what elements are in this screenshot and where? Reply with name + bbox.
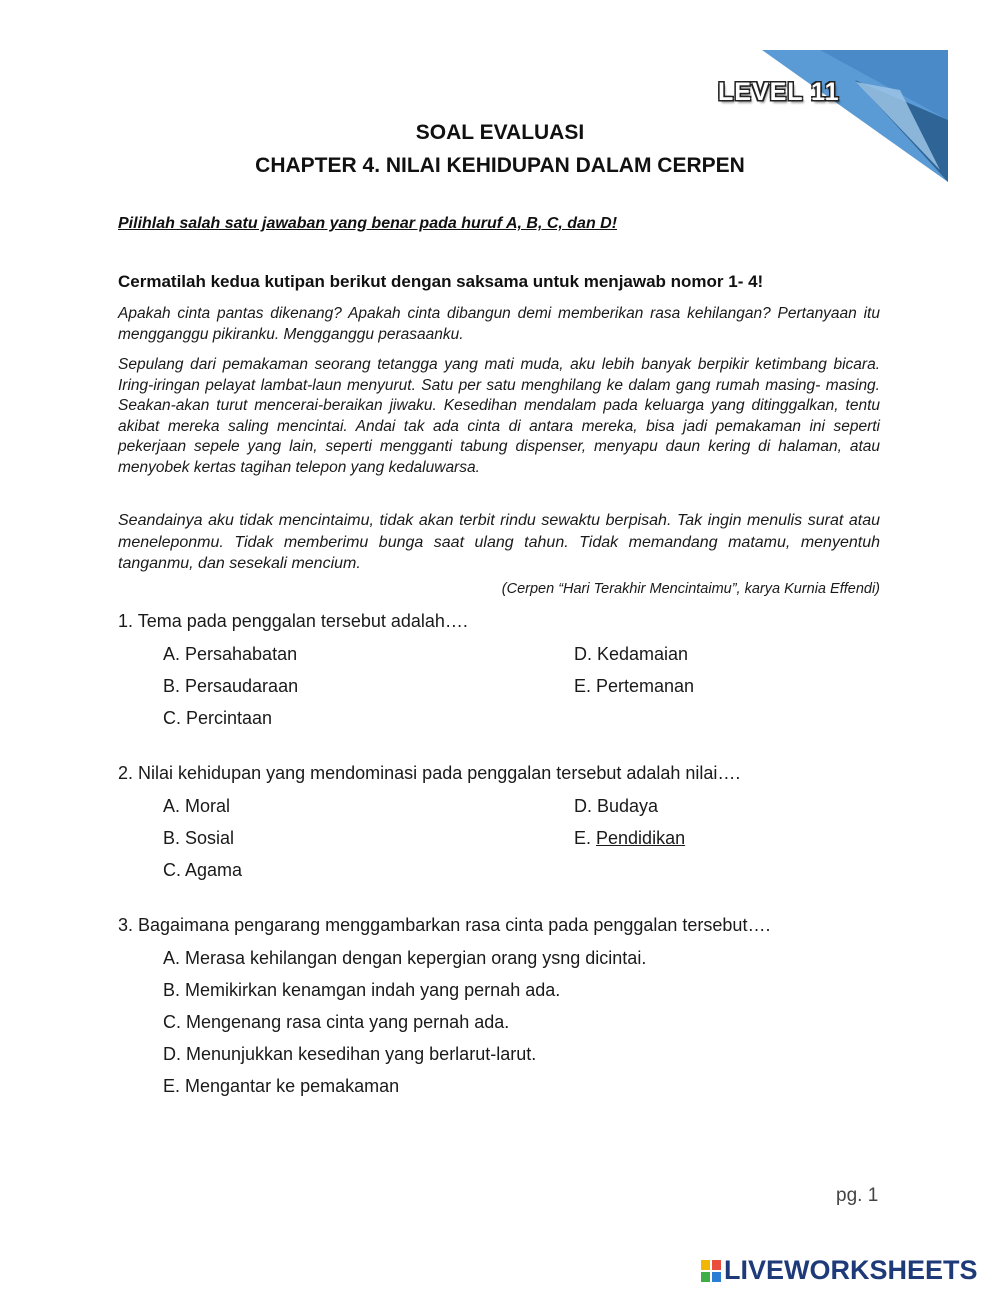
level-label: LEVEL 11 [718, 78, 840, 106]
q3-option-c[interactable]: C. Mengenang rasa cinta yang pernah ada. [163, 1012, 510, 1032]
q1-option-c[interactable]: C. Percintaan [163, 708, 273, 728]
q1-option-a[interactable]: A. Persahabatan [163, 644, 298, 664]
liveworksheets-logo[interactable] [700, 1255, 978, 1286]
liveworksheets-logo-text: LIVEWORKSHEETS [724, 1255, 978, 1285]
question-1: 1. Tema pada penggalan tersebut adalah…. [118, 611, 468, 631]
chapter-title: CHAPTER 4. NILAI KEHIDUPAN DALAM CERPEN [255, 154, 745, 177]
passage-paragraph-2: Sepulang dari pemakaman seorang tetangga yang mati muda, aku lebih banyak berpikir ketimbang bicara. Iring-iringan pelayat lambat-laun menyurut. Satu per satu menghilang ke dalam gang rumah masing- masing. Seakan-akan turut mencerai-beraikan jiwaku. Kesedihan mendalam pada keluarga yang ditinggalkan, tentu akibat mereka saling mencintai. Andai tak ada cinta di antara mereka, bisa jadi pemakaman ini seperti pekerjaan sepele yang lain, seperti mengganti tabung dispenser, menyapu daun kering di halaman, atau menyobek kertas tagihan telepon yang kedaluwarsa. [118, 356, 880, 476]
q2-option-d[interactable]: D. Budaya [574, 796, 659, 816]
q2-option-e-letter: E. [574, 828, 597, 848]
question-2: 2. Nilai kehidupan yang mendominasi pada penggalan tersebut adalah nilai…. [118, 763, 741, 783]
q3-option-a[interactable]: A. Merasa kehilangan dengan kepergian orang ysng dicintai. [163, 948, 647, 968]
passage-paragraph-3: Seandainya aku tidak mencintaimu, tidak akan terbit rindu sewaktu berpisah. Tak ingin menulis surat atau meneleponmu. Tidak memberimu bunga saat ulang tahun. Tidak memandang matamu, menyentuh tanganmu, dan sesekali mencium. [118, 512, 880, 572]
q2-option-b[interactable]: B. Sosial [163, 828, 235, 848]
q2-option-e-answer: Pendidikan [596, 828, 686, 848]
q3-option-d[interactable]: D. Menunjukkan kesedihan yang berlarut-larut. [163, 1044, 537, 1064]
lead-text: Cermatilah kedua kutipan berikut dengan saksama untuk menjawab nomor 1- 4! [118, 272, 764, 291]
q1-option-e[interactable]: E. Pertemanan [574, 676, 695, 696]
q3-option-e[interactable]: E. Mengantar ke pemakaman [163, 1076, 400, 1096]
passage-source: (Cerpen “Hari Terakhir Mencintaimu”, karya Kurnia Effendi) [501, 581, 880, 597]
q2-option-c[interactable]: C. Agama [163, 860, 243, 880]
q2-option-a[interactable]: A. Moral [163, 796, 231, 816]
q1-option-b[interactable]: B. Persaudaraan [163, 676, 299, 696]
instruction-text: Pilihlah salah satu jawaban yang benar pada huruf A, B, C, dan D! [118, 215, 618, 232]
page-title: SOAL EVALUASI [415, 121, 585, 144]
q2-option-e[interactable] [574, 828, 685, 849]
liveworksheets-logo-icon [700, 1259, 722, 1283]
passage-paragraph-1: Apakah cinta pantas dikenang? Apakah cinta dibangun demi memberikan rasa kehilangan? Pertanyaan itu mengganggu pikiranku. Mengganggu perasaanku. [118, 305, 880, 343]
q1-option-d[interactable]: D. Kedamaian [574, 644, 689, 664]
q3-option-b[interactable]: B. Memikirkan kenamgan indah yang pernah ada. [163, 980, 561, 1000]
question-3: 3. Bagaimana pengarang menggambarkan rasa cinta pada penggalan tersebut…. [118, 915, 771, 935]
page-number: pg. 1 [836, 1185, 879, 1206]
